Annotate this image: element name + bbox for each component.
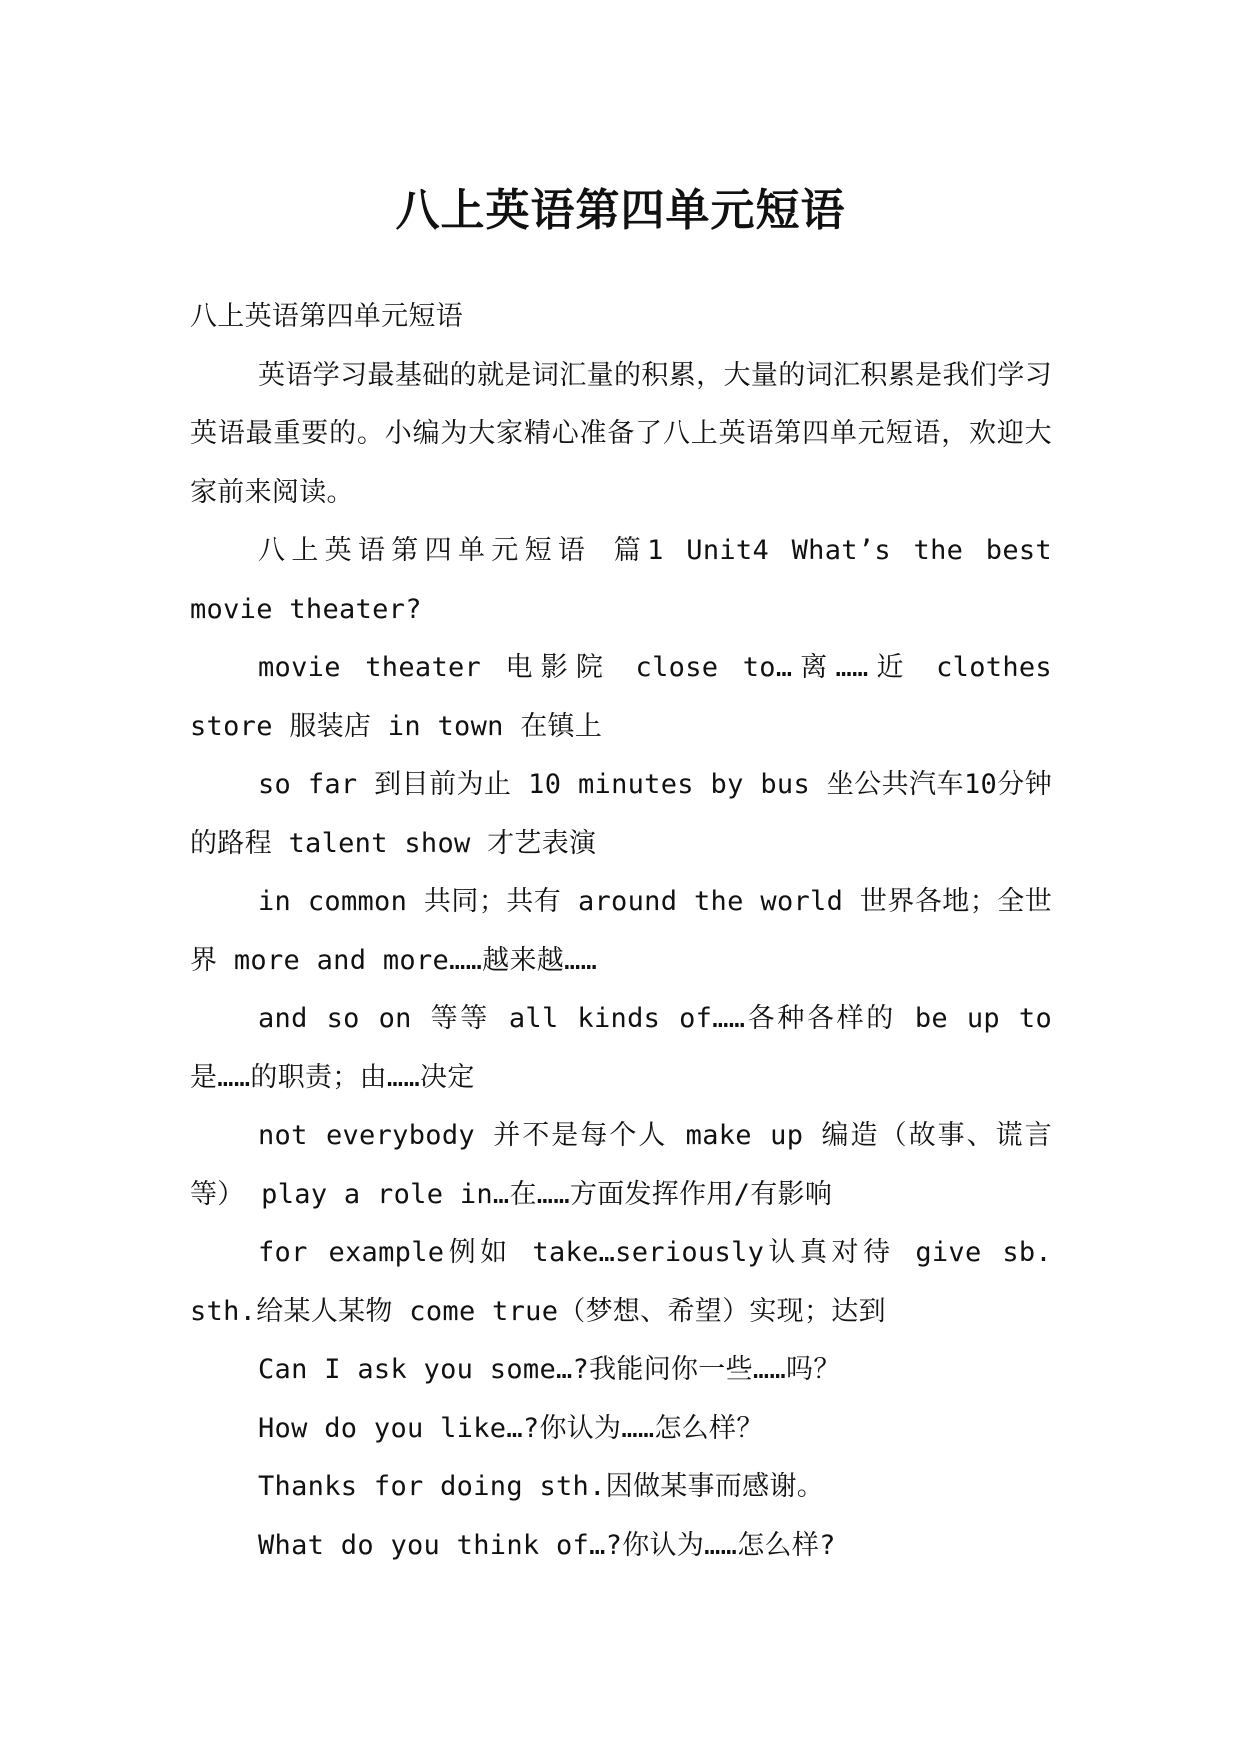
document-title: 八上英语第四单元短语 (395, 185, 846, 237)
paragraph-sentence: How do you like…?你认为……怎么样？ (258, 1412, 764, 1444)
paragraph-phrases: in common 共同；共有 around the world 世界各地；全世界 more and more……越来越…… (190, 886, 1052, 976)
paragraph-sentence: Thanks for doing sth.因做某事而感谢。 (258, 1471, 825, 1502)
document-body (190, 288, 1052, 1575)
paragraph-phrases: movie theater 电影院 close to…离……近 clothes store 服装店 in town 在镇上 (190, 652, 1052, 742)
paragraph-phrases: for example例如 take…seriously认真对待 give sb. sth.给某人某物 come true（梦想、希望）实现；达到 (190, 1237, 1052, 1327)
paragraph-unit-title: 八上英语第四单元短语 篇1 Unit4 What’s the best movie theater? (190, 535, 1052, 625)
paragraph-intro: 英语学习最基础的就是词汇量的积累，大量的词汇积累是我们学习英语最重要的。小编为大家精心准备了八上英语第四单元短语，欢迎大家前来阅读。 (190, 359, 1052, 508)
paragraph-heading: 八上英语第四单元短语 (190, 301, 463, 332)
paragraph-phrases: not everybody 并不是每个人 make up 编造（故事、谎言等） play a role in…在……方面发挥作用/有影响 (190, 1120, 1052, 1210)
paragraph-phrases: and so on 等等 all kinds of……各种各样的 be up to 是……的职责；由……决定 (190, 1003, 1052, 1093)
paragraph-sentence: What do you think of…?你认为……怎么样? (258, 1529, 836, 1561)
paragraph-phrases: so far 到目前为止 10 minutes by bus 坐公共汽车10分钟的路程 talent show 才艺表演 (190, 769, 1052, 859)
paragraph-sentence: Can I ask you some…?我能问你一些……吗？ (258, 1354, 841, 1385)
